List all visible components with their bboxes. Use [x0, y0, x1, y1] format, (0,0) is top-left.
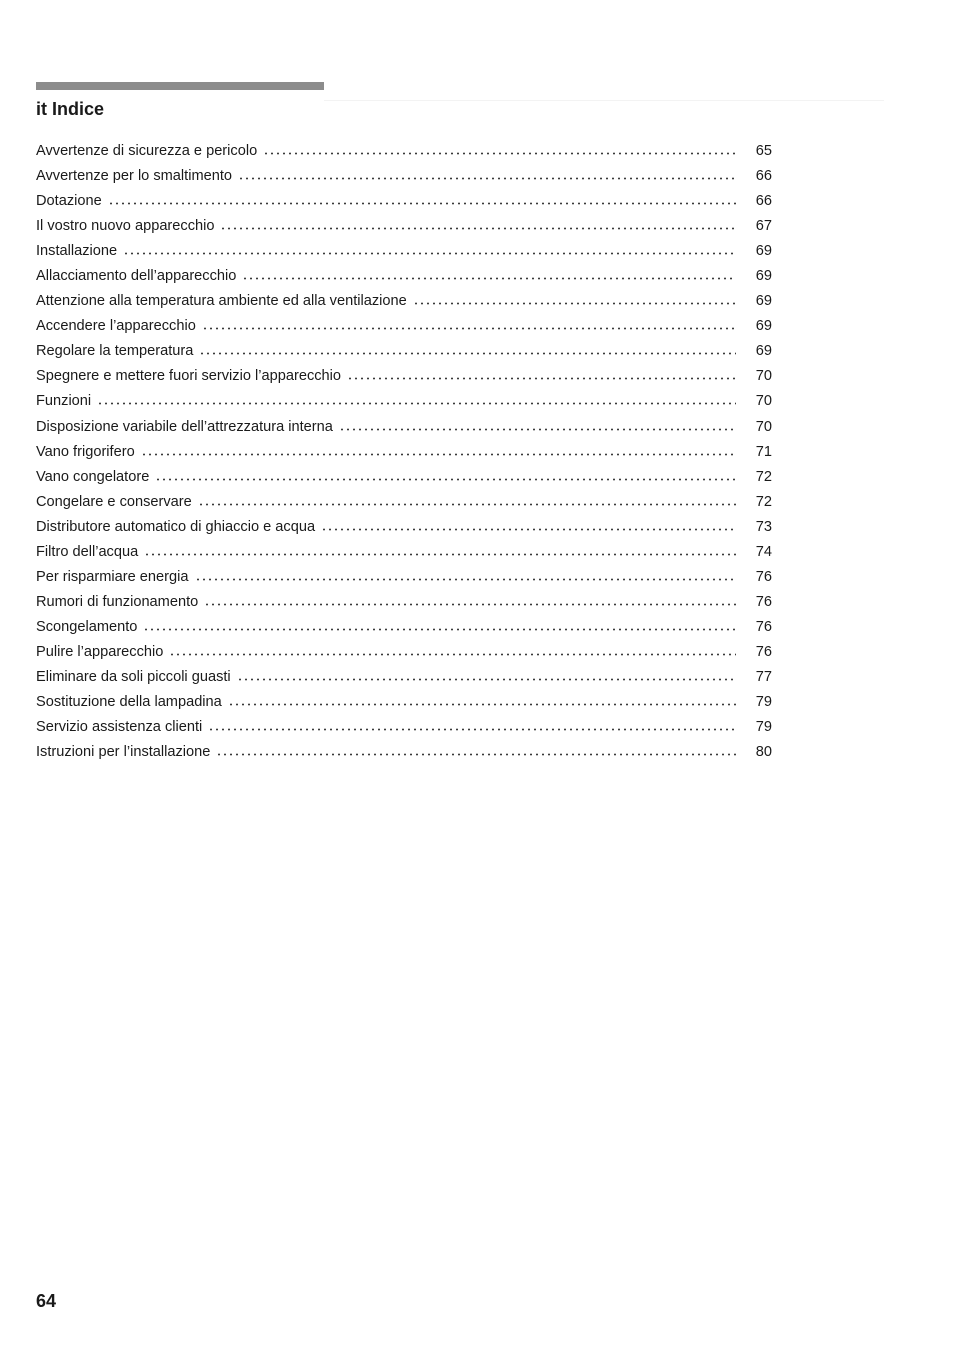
- toc-entry[interactable]: [36, 665, 772, 690]
- toc-dot-leader: [228, 694, 736, 706]
- toc-entry-title: Installazione: [36, 243, 118, 260]
- toc-dot-leader: [97, 393, 736, 405]
- toc-entry[interactable]: [36, 590, 772, 615]
- toc-entry-page: 74: [755, 543, 772, 560]
- toc-dot-leader: [321, 519, 736, 531]
- toc-entry-page: 80: [755, 744, 772, 761]
- toc-entry[interactable]: [36, 314, 772, 339]
- toc-entry-page: 72: [755, 468, 772, 485]
- toc-entry-page: 76: [755, 568, 772, 585]
- toc-entry-page: 70: [755, 418, 772, 435]
- toc-entry[interactable]: [36, 364, 772, 389]
- toc-entry-title: Il vostro nuovo apparecchio: [36, 218, 215, 235]
- toc-entry-page: 70: [755, 393, 772, 410]
- toc-entry[interactable]: [36, 515, 772, 540]
- toc-entry-title: Eliminare da soli piccoli guasti: [36, 668, 231, 685]
- toc-entry-title: Scongelamento: [36, 618, 138, 635]
- toc-entry-title: Spegnere e mettere fuori servizio l’apparecchio: [36, 368, 342, 385]
- toc-entry-page: 65: [755, 143, 772, 159]
- toc-entry[interactable]: [36, 339, 772, 364]
- toc-entry[interactable]: [36, 139, 772, 164]
- toc-entry-page: 66: [755, 168, 772, 185]
- toc-dot-leader: [216, 744, 736, 756]
- toc-dot-leader: [204, 594, 736, 606]
- toc-dot-leader: [220, 218, 736, 230]
- toc-dot-leader: [141, 444, 736, 456]
- toc-entry-title: Vano frigorifero: [36, 443, 135, 460]
- toc-entry-title: Filtro dell’acqua: [36, 543, 139, 560]
- toc-entry[interactable]: [36, 189, 772, 214]
- toc-entry[interactable]: [36, 540, 772, 565]
- toc-entry[interactable]: [36, 490, 772, 515]
- toc-entry[interactable]: [36, 715, 772, 740]
- toc-entry[interactable]: [36, 565, 772, 590]
- toc-dot-leader: [263, 143, 736, 155]
- toc-entry-page: 79: [755, 719, 772, 736]
- toc-dot-leader: [143, 619, 736, 631]
- toc-entry-title: Per risparmiare energia: [36, 568, 189, 585]
- toc-entry[interactable]: [36, 264, 772, 289]
- toc-entry[interactable]: [36, 615, 772, 640]
- toc-entry-page: 66: [755, 193, 772, 210]
- toc-entry[interactable]: [36, 389, 772, 414]
- toc-entry-page: 69: [755, 243, 772, 260]
- toc-entry-title: Avvertenze per lo smaltimento: [36, 168, 233, 185]
- toc-entry[interactable]: [36, 465, 772, 490]
- page-title: it Indice: [36, 99, 105, 119]
- toc-entry[interactable]: [36, 164, 772, 189]
- toc-entry-page: 69: [755, 343, 772, 360]
- toc-entry-title: Rumori di funzionamento: [36, 593, 199, 610]
- header-hairline: [324, 100, 884, 101]
- toc-entry-title: Funzioni: [36, 393, 92, 410]
- toc-entry[interactable]: [36, 214, 772, 239]
- toc-dot-leader: [347, 368, 736, 380]
- header-rule: [36, 82, 324, 90]
- toc-entry-title: Servizio assistenza clienti: [36, 719, 203, 736]
- toc-entry-title: Allacciamento dell’apparecchio: [36, 268, 237, 285]
- toc-entry[interactable]: [36, 740, 772, 765]
- toc-entry-page: 69: [755, 268, 772, 285]
- toc-entry-title: Vano congelatore: [36, 468, 150, 485]
- toc-entry-page: 76: [755, 593, 772, 610]
- toc-entry-title: Regolare la temperatura: [36, 343, 194, 360]
- toc-entry-page: 76: [755, 643, 772, 660]
- toc-entry-title: Distributore automatico di ghiaccio e acqua: [36, 518, 316, 535]
- toc-entry-title: Pulire l’apparecchio: [36, 643, 164, 660]
- toc-entry-title: Congelare e conservare: [36, 493, 192, 510]
- toc-dot-leader: [195, 569, 737, 581]
- toc-dot-leader: [155, 469, 736, 481]
- toc-entry-page: 79: [755, 694, 772, 711]
- toc-dot-leader: [198, 494, 736, 506]
- toc-dot-leader: [238, 168, 736, 180]
- toc-dot-leader: [242, 268, 736, 280]
- toc-entry-title: Istruzioni per l’installazione: [36, 744, 211, 761]
- toc-entry-title: Attenzione alla temperatura ambiente ed alla ventilazione: [36, 293, 407, 310]
- toc-entry-page: 73: [755, 518, 772, 535]
- toc-entry-title: Disposizione variabile dell’attrezzatura interna: [36, 418, 333, 435]
- toc-entry-page: 77: [755, 668, 772, 685]
- toc-entry-page: 72: [755, 493, 772, 510]
- toc-entry[interactable]: [36, 690, 772, 715]
- toc-dot-leader: [169, 644, 736, 656]
- toc-entry-page: 71: [755, 443, 772, 460]
- toc-dot-leader: [208, 719, 736, 731]
- toc-dot-leader: [144, 544, 736, 556]
- toc-dot-leader: [123, 243, 736, 255]
- toc-entry-title: Avvertenze di sicurezza e pericolo: [36, 143, 258, 159]
- page-number: 64: [36, 1291, 57, 1311]
- toc-entry-page: 69: [755, 293, 772, 310]
- toc-dot-leader: [339, 419, 736, 431]
- toc-entry[interactable]: [36, 440, 772, 465]
- toc-dot-leader: [199, 343, 736, 355]
- toc-dot-leader: [237, 669, 736, 681]
- toc-entry[interactable]: [36, 289, 772, 314]
- toc-dot-leader: [413, 293, 736, 305]
- toc-dot-leader: [202, 318, 736, 330]
- toc-entry-title: Dotazione: [36, 193, 102, 210]
- toc-entry[interactable]: [36, 640, 772, 665]
- table-of-contents: [36, 139, 772, 765]
- toc-entry-title: Sostituzione della lampadina: [36, 694, 222, 711]
- toc-entry-page: 70: [755, 368, 772, 385]
- toc-entry-title: Accendere l’apparecchio: [36, 318, 196, 335]
- toc-entry-page: 67: [755, 218, 772, 235]
- toc-entry-page: 69: [755, 318, 772, 335]
- toc-entry[interactable]: [36, 239, 772, 264]
- toc-entry-page: 76: [755, 618, 772, 635]
- toc-entry[interactable]: [36, 415, 772, 440]
- toc-dot-leader: [108, 193, 736, 205]
